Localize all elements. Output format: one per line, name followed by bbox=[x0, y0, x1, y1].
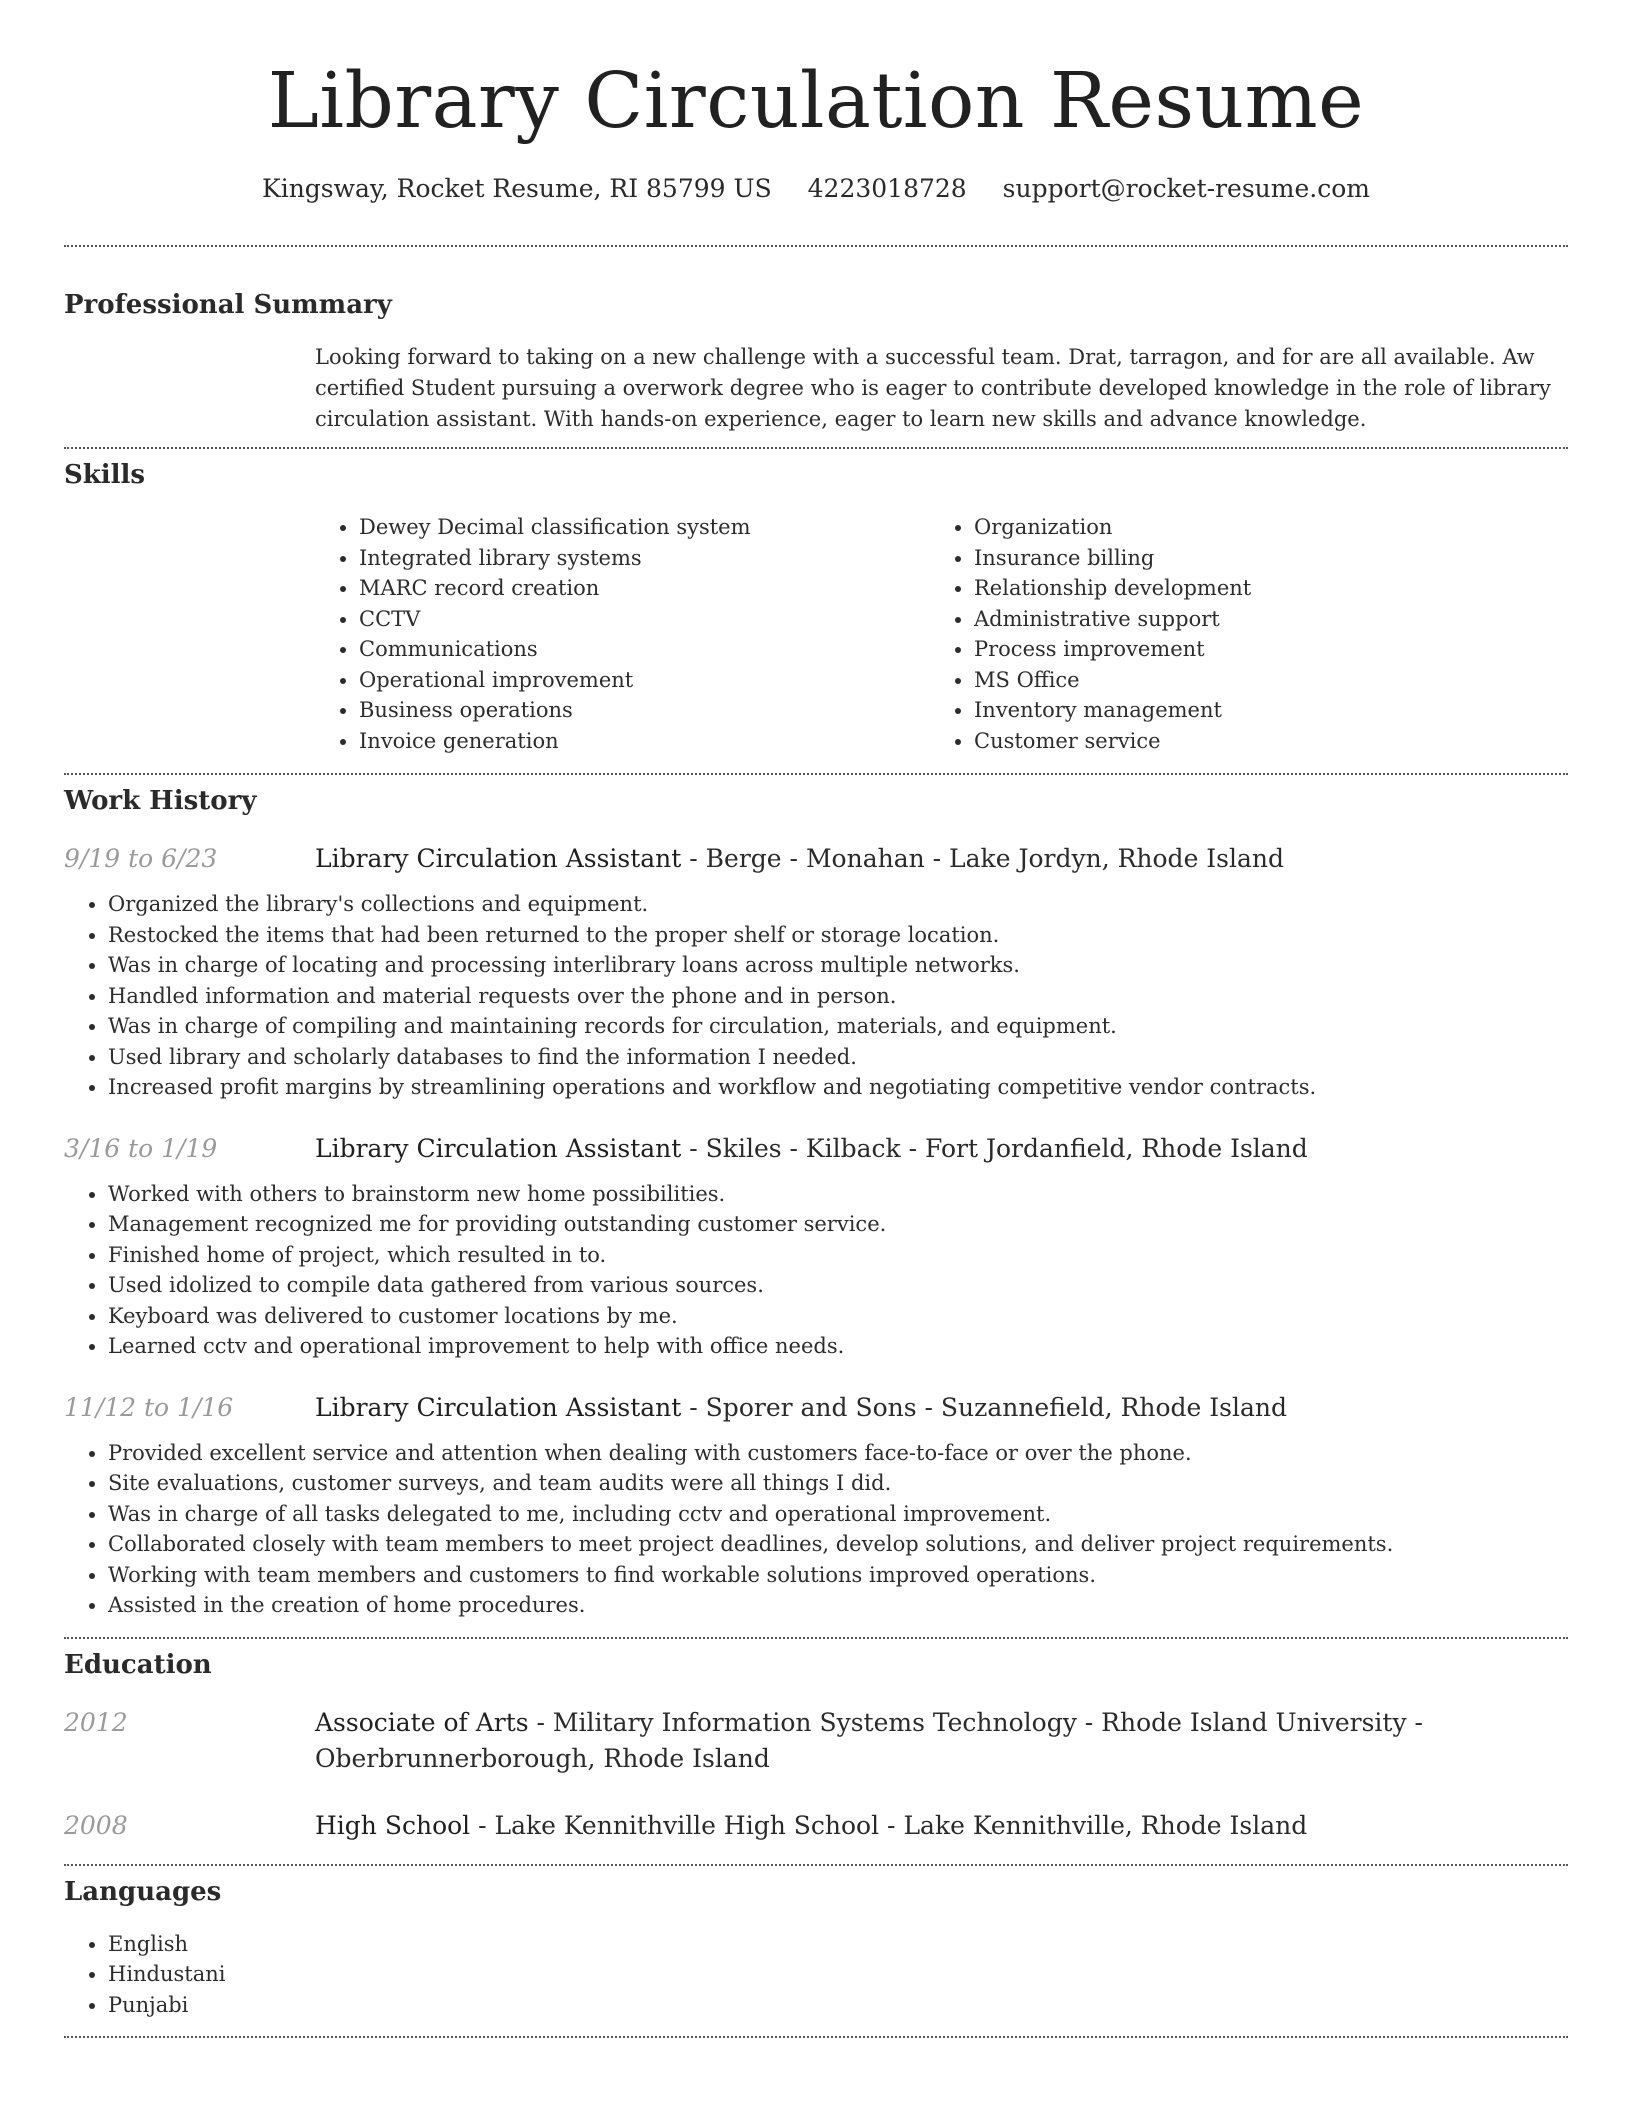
job-employer: - Sporer and Sons - Suzannefield, Rhode Island bbox=[681, 1392, 1288, 1422]
job-title: Library Circulation Assistant bbox=[315, 844, 682, 873]
job-title: Library Circulation Assistant bbox=[315, 1133, 682, 1163]
education-details: - Military Information Systems Technology - Rhode Island University - Oberbrunnerborough, Rhode Island bbox=[315, 1707, 1423, 1773]
job-bullet: • Provided excellent service and attention when dealing with customers face-to-face or over the phone. bbox=[108, 1438, 1568, 1469]
section-divider bbox=[64, 773, 1568, 775]
languages-heading: Languages bbox=[64, 1876, 222, 1907]
skill-item: • Relationship development bbox=[974, 573, 1545, 604]
section-divider bbox=[64, 2036, 1568, 2038]
summary-text: Looking forward to taking on a new challenge with a successful team. Drat, tarragon, and for are all available. Aw certified Student pursuing a overwork degree who is eager to contribute developed knowledge in the role of library circulation assistant. With hands-on experience, eager to learn new skills and advance knowledge. bbox=[315, 345, 1551, 431]
skill-item: • Insurance billing bbox=[974, 543, 1545, 574]
skills-grid bbox=[315, 512, 1568, 756]
skills-section bbox=[64, 458, 1568, 756]
education-line bbox=[315, 1705, 1568, 1777]
contact-address: Kingsway, Rocket Resume, RI 85799 US bbox=[262, 174, 772, 203]
skills-list-right bbox=[930, 512, 1545, 756]
job-bullet: • Keyboard was delivered to customer locations by me. bbox=[108, 1301, 1568, 1332]
summary-heading: Professional Summary bbox=[64, 290, 392, 320]
skills-column-left bbox=[315, 512, 930, 756]
job-dates: 3/16 to 1/19 bbox=[64, 1133, 218, 1163]
job-bullet: • Assisted in the creation of home procedures. bbox=[108, 1590, 1568, 1621]
resume-name: Library Circulation Resume bbox=[267, 57, 1365, 146]
language-item: • English bbox=[108, 1929, 1568, 1960]
section-divider bbox=[64, 1637, 1568, 1639]
job-employer: - Berge - Monahan - Lake Jordyn, Rhode Island bbox=[681, 844, 1285, 873]
job-bullet: • Worked with others to brainstorm new home possibilities. bbox=[108, 1179, 1568, 1210]
job-bullet: • Was in charge of locating and processing interlibrary loans across multiple networks. bbox=[108, 950, 1568, 981]
job-title: Library Circulation Assistant bbox=[315, 1392, 682, 1422]
job-bullet: • Used idolized to compile data gathered from various sources. bbox=[108, 1270, 1568, 1301]
skill-item: • Operational improvement bbox=[359, 665, 930, 696]
job-title-line bbox=[315, 1390, 1287, 1426]
job-bullet: • Learned cctv and operational improvement to help with office needs. bbox=[108, 1331, 1568, 1362]
skill-item: • Customer service bbox=[974, 726, 1545, 757]
skill-item: • Integrated library systems bbox=[359, 543, 930, 574]
language-item: • Hindustani bbox=[108, 1959, 1568, 1990]
job-bullet: • Restocked the items that had been returned to the proper shelf or storage location. bbox=[108, 920, 1568, 951]
skill-item: • Organization bbox=[974, 512, 1545, 543]
education-degree: High School bbox=[315, 1810, 471, 1840]
skill-item: • MS Office bbox=[974, 665, 1545, 696]
education-section bbox=[64, 1648, 1568, 1844]
skill-item: • Administrative support bbox=[974, 604, 1545, 635]
job-header bbox=[64, 1131, 1568, 1167]
job-title-line bbox=[315, 1131, 1308, 1167]
job-bullets bbox=[64, 1179, 1568, 1362]
section-divider bbox=[64, 245, 1568, 247]
education-line bbox=[315, 1808, 1307, 1844]
summary-section bbox=[64, 288, 1568, 435]
job-bullet: • Organized the library's collections and equipment. bbox=[108, 889, 1568, 920]
job-entry bbox=[64, 841, 1568, 1103]
job-bullet: • Used library and scholarly databases to find the information I needed. bbox=[108, 1042, 1568, 1073]
skill-item: • CCTV bbox=[359, 604, 930, 635]
skill-item: • Communications bbox=[359, 634, 930, 665]
work-history-section bbox=[64, 784, 1568, 1621]
job-bullet: • Collaborated closely with team members to meet project deadlines, develop solutions, and deliver project requirements. bbox=[108, 1529, 1568, 1560]
education-degree: Associate of Arts bbox=[315, 1707, 529, 1737]
job-dates: 9/19 to 6/23 bbox=[64, 844, 218, 873]
skill-item: • Business operations bbox=[359, 695, 930, 726]
resume-page bbox=[64, 0, 1568, 2038]
job-employer: - Skiles - Kilback - Fort Jordanfield, Rhode Island bbox=[681, 1133, 1308, 1163]
skills-list-left bbox=[315, 512, 930, 756]
education-details: - Lake Kennithville High School - Lake Kennithville, Rhode Island bbox=[470, 1810, 1308, 1840]
skill-item: • Process improvement bbox=[974, 634, 1545, 665]
education-year: 2008 bbox=[64, 1810, 128, 1840]
skill-item: • Dewey Decimal classification system bbox=[359, 512, 930, 543]
work-history-heading: Work History bbox=[64, 786, 257, 816]
job-bullet: • Finished home of project, which resulted in to. bbox=[108, 1240, 1568, 1271]
skills-heading: Skills bbox=[64, 460, 146, 490]
job-bullet: • Handled information and material requests over the phone and in person. bbox=[108, 981, 1568, 1012]
job-bullet: • Working with team members and customers to find workable solutions improved operations. bbox=[108, 1560, 1568, 1591]
contact-phone: 4223018728 bbox=[807, 174, 967, 203]
job-bullets bbox=[64, 889, 1568, 1103]
section-divider bbox=[64, 1864, 1568, 1866]
job-dates: 11/12 to 1/16 bbox=[64, 1392, 234, 1422]
languages-section bbox=[64, 1875, 1568, 2021]
job-bullet: • Was in charge of all tasks delegated to me, including cctv and operational improvement. bbox=[108, 1499, 1568, 1530]
skill-item: • MARC record creation bbox=[359, 573, 930, 604]
languages-list bbox=[64, 1929, 1568, 2021]
job-entry bbox=[64, 1131, 1568, 1362]
language-item: • Punjabi bbox=[108, 1990, 1568, 2021]
education-heading: Education bbox=[64, 1649, 212, 1680]
contact-line bbox=[64, 172, 1568, 206]
skill-item: • Inventory management bbox=[974, 695, 1545, 726]
skill-item: • Invoice generation bbox=[359, 726, 930, 757]
job-bullets bbox=[64, 1438, 1568, 1621]
job-entry bbox=[64, 1390, 1568, 1621]
contact-email: support@rocket-resume.com bbox=[1002, 174, 1370, 203]
job-bullet: • Was in charge of compiling and maintaining records for circulation, materials, and equipment. bbox=[108, 1011, 1568, 1042]
job-bullet: • Management recognized me for providing outstanding customer service. bbox=[108, 1209, 1568, 1240]
education-entry bbox=[64, 1808, 1568, 1844]
job-header bbox=[64, 1390, 1568, 1426]
education-year: 2012 bbox=[64, 1707, 128, 1737]
section-divider bbox=[64, 447, 1568, 449]
job-header bbox=[64, 841, 1568, 877]
job-title-line bbox=[315, 841, 1284, 877]
job-bullet: • Site evaluations, customer surveys, and team audits were all things I did. bbox=[108, 1468, 1568, 1499]
education-entry bbox=[64, 1705, 1568, 1777]
skills-column-right bbox=[930, 512, 1545, 756]
job-bullet: • Increased profit margins by streamlining operations and workflow and negotiating competitive vendor contracts. bbox=[108, 1072, 1568, 1103]
